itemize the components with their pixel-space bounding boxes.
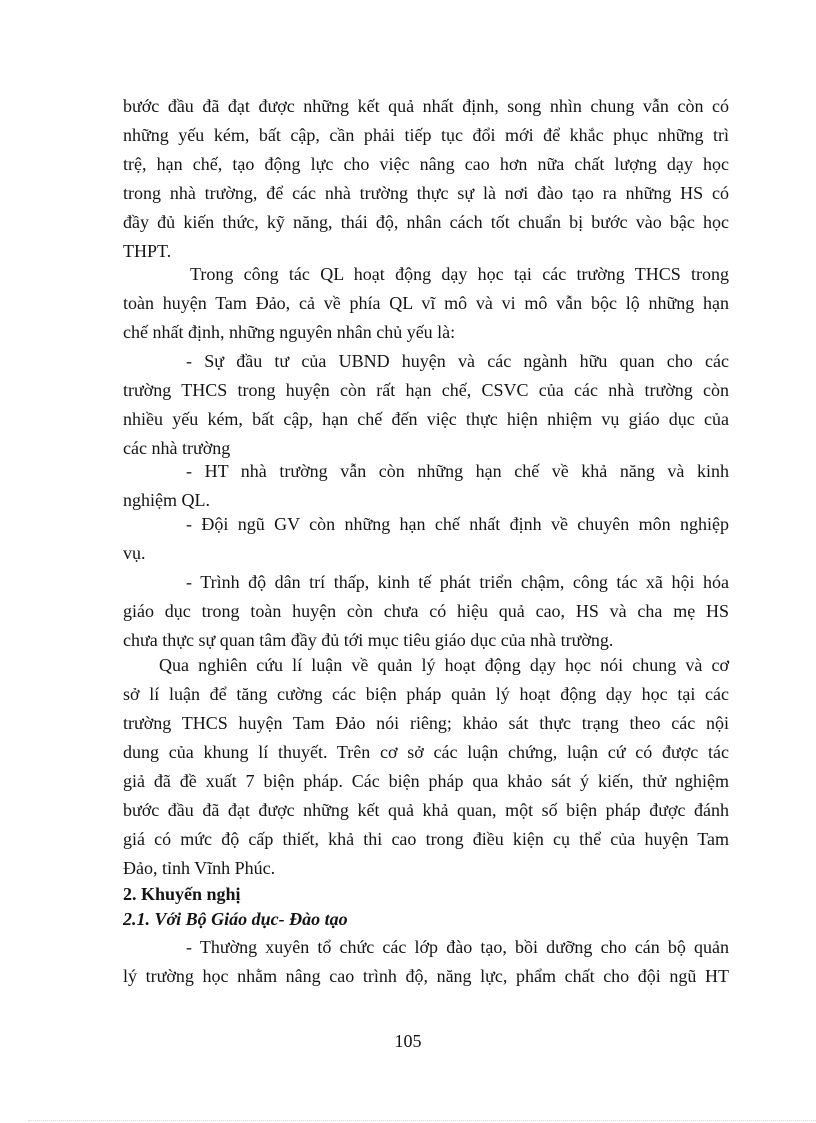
- text-line: trong nhà trường, để các nhà trường thực sự là nơi đào tạo ra những HS có: [123, 183, 729, 203]
- section-heading: 2. Khuyến nghị: [123, 884, 241, 904]
- text-line: - Trình độ dân trí thấp, kinh tế phát triển chậm, công tác xã hội hóa: [186, 572, 729, 592]
- subsection-heading: 2.1. Với Bộ Giáo dục- Đào tạo: [123, 909, 348, 929]
- text-line: chế nhất định, những nguyên nhân chủ yếu là:: [123, 322, 456, 342]
- text-line: nhiều yếu kém, bất cập, hạn chế đến việc thực hiện nhiệm vụ giáo dục của: [123, 409, 729, 429]
- text-line: - Thường xuyên tổ chức các lớp đào tạo, bồi dưỡng cho cán bộ quản: [186, 937, 729, 957]
- text-line: Đảo, tỉnh Vĩnh Phúc.: [123, 858, 276, 878]
- text-line: lý trường học nhằm nâng cao trình độ, năng lực, phẩm chất cho đội ngũ HT: [123, 966, 729, 986]
- text-line: THPT.: [123, 241, 172, 261]
- text-line: bước đầu đã đạt được những kết quả khả quan, một số biện pháp được đánh: [123, 800, 729, 820]
- text-line: các nhà trường: [123, 438, 231, 458]
- text-line: chưa thực sự quan tâm đầy đủ tới mục tiêu giáo dục của nhà trường.: [123, 630, 614, 650]
- text-line: trường THCS trong huyện còn rất hạn chế, CSVC của các nhà trường còn: [123, 380, 729, 400]
- footer-divider: [28, 1120, 816, 1121]
- text-line: giá có mức độ cấp thiết, khả thi cao trong điều kiện cụ thể của huyện Tam: [123, 829, 729, 849]
- text-line: giả đã đề xuất 7 biện pháp. Các biện pháp qua khảo sát ý kiến, thử nghiệm: [123, 771, 729, 791]
- text-line: đầy đủ kiến thức, kỹ năng, thái độ, nhân cách tốt chuẩn bị bước vào bậc học: [123, 212, 729, 232]
- text-line: sở lí luận để tăng cường các biện pháp quản lý hoạt động dạy học tại các: [123, 684, 729, 704]
- page-number: 105: [394, 1031, 422, 1051]
- text-line: trường THCS huyện Tam Đảo nói riêng; khảo sát thực trạng theo các nội: [123, 713, 729, 733]
- text-line: nghiệm QL.: [123, 490, 210, 510]
- text-line: bước đầu đã đạt được những kết quả nhất định, song nhìn chung vẫn còn có: [123, 96, 729, 116]
- text-line: trệ, hạn chế, tạo động lực cho việc nâng cao hơn nữa chất lượng dạy học: [123, 154, 729, 174]
- text-line: Trong công tác QL hoạt động dạy học tại các trường THCS trong: [190, 264, 729, 284]
- text-line: những yếu kém, bất cập, cần phải tiếp tục đổi mới để khắc phục những trì: [123, 125, 729, 145]
- text-line: - HT nhà trường vẫn còn những hạn chế về khả năng và kinh: [186, 461, 729, 481]
- text-line: Qua nghiên cứu lí luận về quản lý hoạt động dạy học nói chung và cơ: [159, 655, 729, 675]
- text-line: dung của khung lí thuyết. Trên cơ sở các luận chứng, luận cứ có được tác: [123, 742, 729, 762]
- text-line: toàn huyện Tam Đảo, cả về phía QL vĩ mô và vi mô vẫn bộc lộ những hạn: [123, 293, 729, 313]
- text-line: - Sự đầu tư của UBND huyện và các ngành hữu quan cho các: [186, 351, 729, 371]
- text-line: giáo dục trong toàn huyện còn chưa có hiệu quả cao, HS và cha mẹ HS: [123, 601, 729, 621]
- text-line: - Đội ngũ GV còn những hạn chế nhất định về chuyên môn nghiệp: [186, 514, 729, 534]
- text-line: vụ.: [123, 543, 146, 563]
